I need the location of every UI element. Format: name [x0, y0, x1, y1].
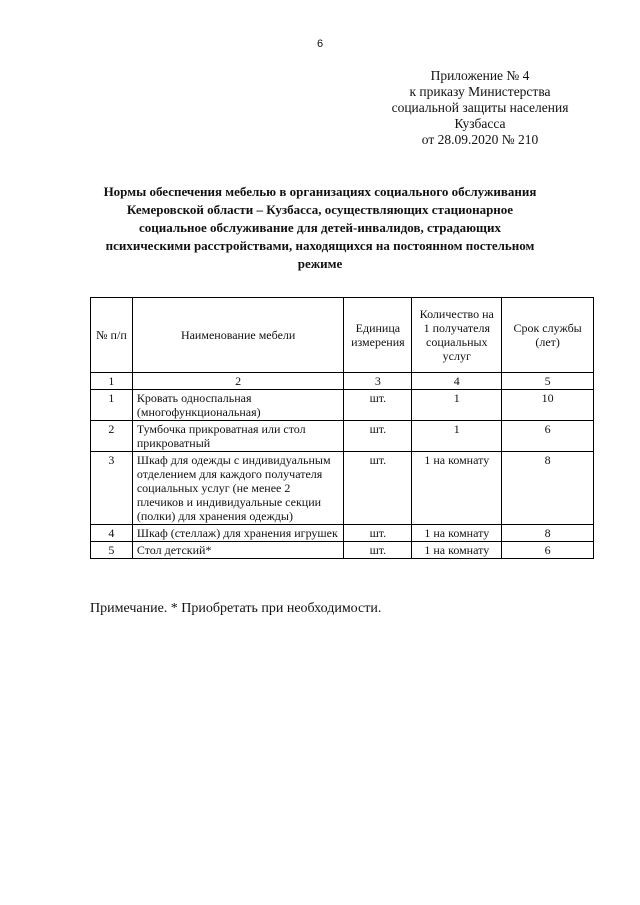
row-num: 5	[91, 542, 133, 559]
table-header-row	[91, 298, 594, 373]
header-unit: Единица измерения	[344, 298, 412, 373]
column-number: 2	[132, 373, 344, 390]
footnote: Примечание. * Приобретать при необходимости.	[90, 601, 382, 616]
row-qty: 1	[412, 421, 502, 452]
row-term: 10	[502, 390, 594, 421]
table-row	[91, 452, 594, 525]
table-row	[91, 421, 594, 452]
row-qty: 1 на комнату	[412, 525, 502, 542]
row-num: 4	[91, 525, 133, 542]
title-line: Нормы обеспечения мебелью в организациях социального обслуживания	[103, 184, 537, 199]
column-number: 3	[344, 373, 412, 390]
column-number: 4	[412, 373, 502, 390]
row-num: 1	[91, 390, 133, 421]
column-number: 1	[91, 373, 133, 390]
row-name: Кровать односпальная (многофункциональная)	[132, 390, 344, 421]
appendix-line: от 28.09.2020 № 210	[421, 132, 539, 147]
title-line: психическими расстройствами, находящихся на постоянном постельном	[105, 238, 535, 253]
appendix-block	[360, 68, 600, 148]
row-term: 8	[502, 452, 594, 525]
title-line: режиме	[297, 256, 343, 271]
header-qty: Количество на 1 получателя социальных услуг	[412, 298, 502, 373]
row-qty: 1 на комнату	[412, 452, 502, 525]
table-row	[91, 525, 594, 542]
row-name: Стол детский*	[132, 542, 344, 559]
column-number-row	[91, 373, 594, 390]
row-qty: 1 на комнату	[412, 542, 502, 559]
furniture-norms-table	[90, 297, 594, 559]
appendix-line: Приложение № 4	[430, 68, 530, 83]
row-num: 3	[91, 452, 133, 525]
row-term: 8	[502, 525, 594, 542]
row-unit: шт.	[344, 452, 412, 525]
title-line: социальное обслуживание для детей-инвалидов, страдающих	[138, 220, 502, 235]
row-qty: 1	[412, 390, 502, 421]
title-line: Кемеровской области – Кузбасса, осуществляющих стационарное	[126, 202, 514, 217]
row-unit: шт.	[344, 542, 412, 559]
row-unit: шт.	[344, 525, 412, 542]
column-number: 5	[502, 373, 594, 390]
row-num: 2	[91, 421, 133, 452]
appendix-line: социальной защиты населения	[391, 100, 569, 115]
row-term: 6	[502, 421, 594, 452]
appendix-line: к приказу Министерства	[409, 84, 551, 99]
table-row	[91, 390, 594, 421]
row-name: Шкаф для одежды с индивидуальным отделением для каждого получателя социальных услуг (не менее 2 плечиков и индивидуальные секции (полки) для хранения одежды)	[132, 452, 344, 525]
appendix-line: Кузбасса	[454, 116, 506, 131]
row-name: Тумбочка прикроватная или стол прикроватный	[132, 421, 344, 452]
document-title	[80, 183, 560, 273]
header-num: № п/п	[91, 298, 133, 373]
row-name: Шкаф (стеллаж) для хранения игрушек	[132, 525, 344, 542]
row-unit: шт.	[344, 421, 412, 452]
page-number: 6	[316, 38, 324, 50]
header-term: Срок службы (лет)	[502, 298, 594, 373]
row-unit: шт.	[344, 390, 412, 421]
table-row	[91, 542, 594, 559]
header-name: Наименование мебели	[132, 298, 344, 373]
row-term: 6	[502, 542, 594, 559]
